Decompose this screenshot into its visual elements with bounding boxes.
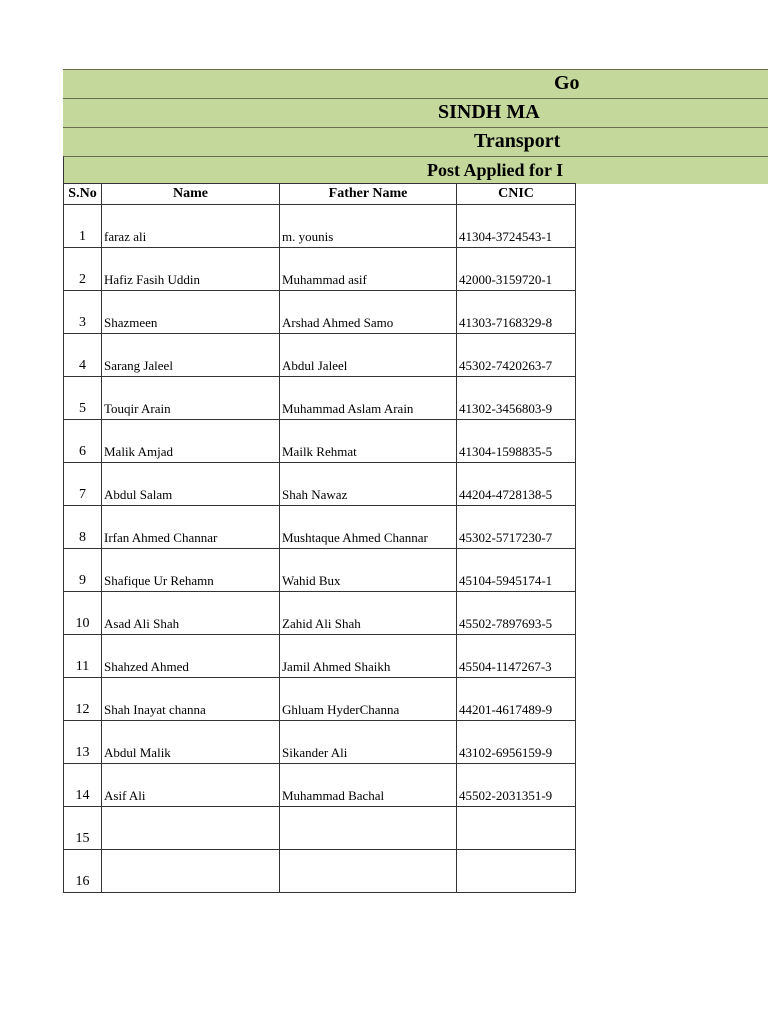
cell-father-name: Muhammad Aslam Arain [280, 377, 457, 420]
cell-father-name [280, 850, 457, 893]
header-line-4: Post Applied for I [427, 160, 564, 180]
header-band-4 [63, 156, 768, 184]
cell-sno: 13 [64, 721, 102, 764]
table-row [64, 463, 576, 506]
cell-father-name: Abdul Jaleel [280, 334, 457, 377]
cell-name [102, 807, 280, 850]
cell-father-name: Ghluam HyderChanna [280, 678, 457, 721]
cell-father-name: Shah Nawaz [280, 463, 457, 506]
cell-name: Shafique Ur Rehamn [102, 549, 280, 592]
table-row [64, 420, 576, 463]
cell-cnic: 41302-3456803-9 [457, 377, 576, 420]
header-line-3: Transport [474, 130, 561, 152]
cell-cnic: 45502-7897693-5 [457, 592, 576, 635]
cell-sno: 5 [64, 377, 102, 420]
table-row [64, 635, 576, 678]
table-row [64, 592, 576, 635]
cell-sno: 4 [64, 334, 102, 377]
header-line-1: Go [554, 72, 580, 94]
table-row [64, 764, 576, 807]
cell-cnic: 45302-7420263-7 [457, 334, 576, 377]
table-row [64, 377, 576, 420]
cell-cnic: 44204-4728138-5 [457, 463, 576, 506]
cell-cnic: 41304-1598835-5 [457, 420, 576, 463]
table-row [64, 291, 576, 334]
cell-cnic: 45504-1147267-3 [457, 635, 576, 678]
cell-sno: 9 [64, 549, 102, 592]
cell-name: Shahzed Ahmed [102, 635, 280, 678]
cell-sno: 7 [64, 463, 102, 506]
cell-cnic: 42000-3159720-1 [457, 248, 576, 291]
cell-sno: 2 [64, 248, 102, 291]
cell-name: faraz ali [102, 205, 280, 248]
cell-name: Shazmeen [102, 291, 280, 334]
cell-father-name: Zahid Ali Shah [280, 592, 457, 635]
cell-sno: 16 [64, 850, 102, 893]
cell-name: Hafiz Fasih Uddin [102, 248, 280, 291]
cell-father-name: Jamil Ahmed Shaikh [280, 635, 457, 678]
cell-father-name: Mushtaque Ahmed Channar [280, 506, 457, 549]
cell-cnic: 45302-5717230-7 [457, 506, 576, 549]
header-band-2 [63, 98, 768, 127]
cell-cnic [457, 807, 576, 850]
applicants-table [63, 183, 576, 893]
cell-sno: 8 [64, 506, 102, 549]
cell-cnic: 44201-4617489-9 [457, 678, 576, 721]
cell-sno: 10 [64, 592, 102, 635]
cell-sno: 3 [64, 291, 102, 334]
cell-father-name [280, 807, 457, 850]
cell-father-name: Muhammad Bachal [280, 764, 457, 807]
table-row [64, 807, 576, 850]
table-row [64, 850, 576, 893]
cell-name: Abdul Salam [102, 463, 280, 506]
header-line-2: SINDH MA [438, 101, 540, 123]
column-header-cnic: CNIC [457, 184, 576, 205]
column-header-name: Name [102, 184, 280, 205]
cell-father-name: Muhammad asif [280, 248, 457, 291]
cell-cnic: 45104-5945174-1 [457, 549, 576, 592]
cell-sno: 15 [64, 807, 102, 850]
cell-name: Shah Inayat channa [102, 678, 280, 721]
cell-father-name: Wahid Bux [280, 549, 457, 592]
cell-name: Asif Ali [102, 764, 280, 807]
table-row [64, 506, 576, 549]
table-row [64, 678, 576, 721]
cell-cnic: 45502-2031351-9 [457, 764, 576, 807]
cell-sno: 6 [64, 420, 102, 463]
table-row [64, 549, 576, 592]
cell-father-name: m. younis [280, 205, 457, 248]
cell-sno: 14 [64, 764, 102, 807]
cell-cnic [457, 850, 576, 893]
cell-name [102, 850, 280, 893]
cell-name: Touqir Arain [102, 377, 280, 420]
cell-cnic: 41303-7168329-8 [457, 291, 576, 334]
cell-sno: 1 [64, 205, 102, 248]
header-band-1 [63, 69, 768, 98]
cell-name: Irfan Ahmed Channar [102, 506, 280, 549]
cell-name: Sarang Jaleel [102, 334, 280, 377]
column-header-sno: S.No [64, 184, 102, 205]
cell-name: Abdul Malik [102, 721, 280, 764]
table-row [64, 205, 576, 248]
table-row [64, 248, 576, 291]
header-band-3 [63, 127, 768, 156]
cell-cnic: 41304-3724543-1 [457, 205, 576, 248]
cell-cnic: 43102-6956159-9 [457, 721, 576, 764]
cell-name: Malik Amjad [102, 420, 280, 463]
cell-name: Asad Ali Shah [102, 592, 280, 635]
cell-sno: 12 [64, 678, 102, 721]
cell-father-name: Arshad Ahmed Samo [280, 291, 457, 334]
table-row [64, 721, 576, 764]
cell-father-name: Sikander Ali [280, 721, 457, 764]
table-row [64, 334, 576, 377]
cell-sno: 11 [64, 635, 102, 678]
cell-father-name: Mailk Rehmat [280, 420, 457, 463]
column-header-father-name: Father Name [280, 184, 457, 205]
table-header-row [64, 184, 576, 205]
